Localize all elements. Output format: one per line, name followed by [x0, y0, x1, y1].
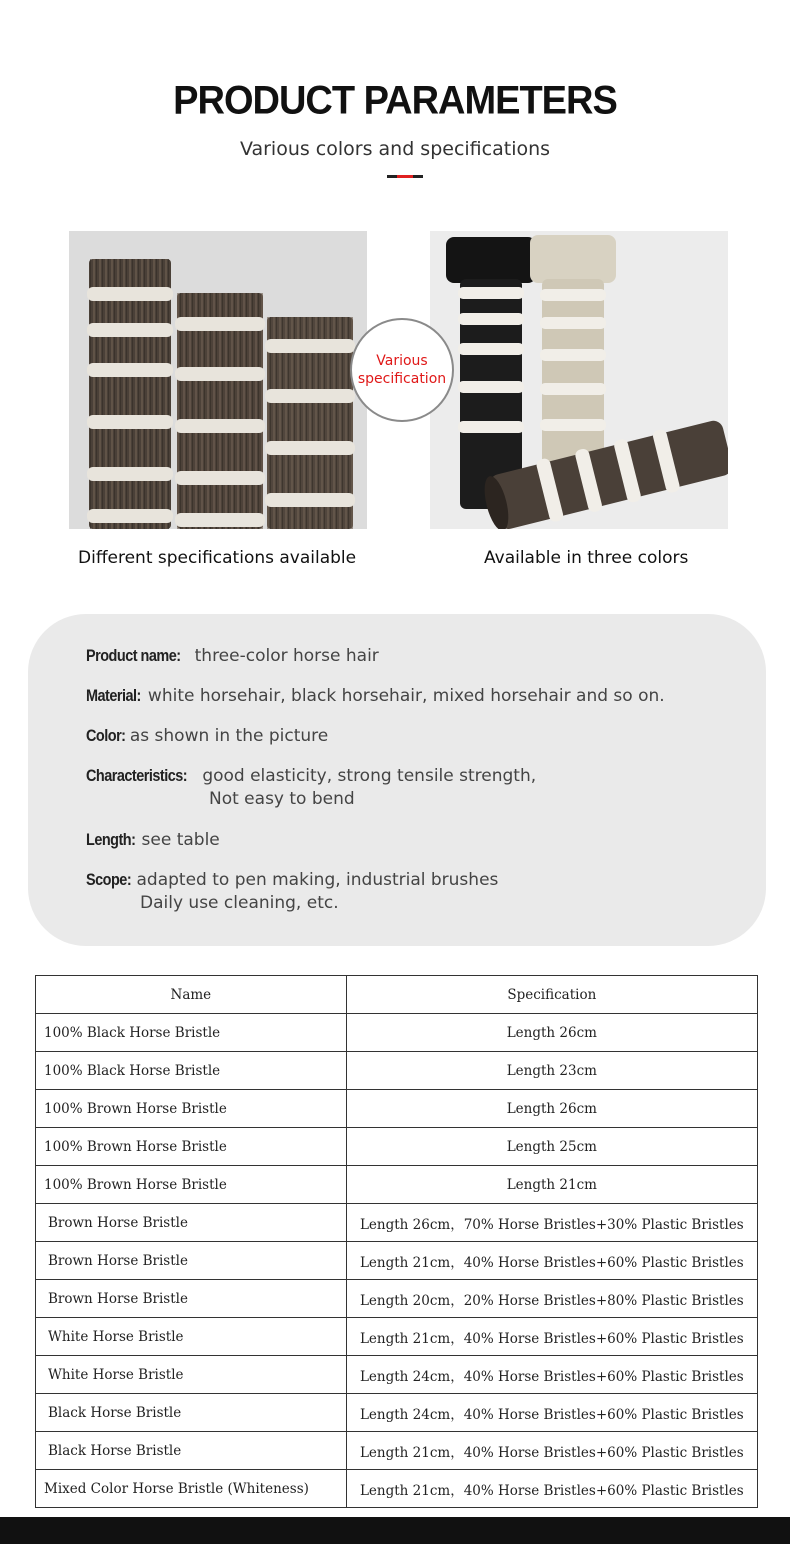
- property-value: as shown in the picture: [129, 726, 329, 746]
- cell-name: White Horse Bristle: [36, 1356, 347, 1394]
- cell-specification: Length 21cm: [346, 1166, 757, 1204]
- cell-name: 100% Brown Horse Bristle: [36, 1128, 347, 1166]
- underline-accent: [397, 175, 413, 178]
- cell-name: Mixed Color Horse Bristle (Whiteness): [36, 1470, 347, 1508]
- cell-specification: Length 21cm，40% Horse Bristles+60% Plastic Bristles: [346, 1242, 757, 1280]
- property-value-continued: Not easy to bend: [209, 789, 355, 809]
- table-row: [36, 1242, 758, 1280]
- various-specification-badge: [350, 318, 454, 422]
- page-title: PRODUCT PARAMETERS: [173, 78, 617, 124]
- property-material: [86, 686, 665, 706]
- cell-name: Black Horse Bristle: [36, 1394, 347, 1432]
- table-row: [36, 1090, 758, 1128]
- cell-name: 100% Black Horse Bristle: [36, 1014, 347, 1052]
- column-header-name: Name: [36, 976, 347, 1014]
- caption-different-specifications: Different specifications available: [78, 548, 357, 568]
- cell-name: 100% Black Horse Bristle: [36, 1052, 347, 1090]
- footer-bar: [0, 1517, 790, 1544]
- page-subtitle: Various colors and specifications: [239, 138, 551, 160]
- property-scope: [86, 870, 498, 913]
- table-row: [36, 1470, 758, 1508]
- cell-specification: Length 21cm，40% Horse Bristles+60% Plastic Bristles: [346, 1432, 757, 1470]
- cell-specification: Length 26cm: [346, 1090, 757, 1128]
- property-value: adapted to pen making, industrial brushes: [136, 870, 499, 890]
- caption-three-colors: Available in three colors: [484, 548, 689, 568]
- property-label: Length:: [86, 830, 136, 849]
- property-value: see table: [141, 830, 220, 850]
- cell-name: Black Horse Bristle: [36, 1432, 347, 1470]
- table-row: [36, 1394, 758, 1432]
- photo-bundles-specifications: [69, 231, 367, 529]
- cell-specification: Length 25cm: [346, 1128, 757, 1166]
- property-value-continued: Daily use cleaning, etc.: [140, 893, 339, 913]
- cell-specification: Length 24cm，40% Horse Bristles+60% Plastic Bristles: [346, 1356, 757, 1394]
- cell-specification: Length 21cm，40% Horse Bristles+60% Plastic Bristles: [346, 1318, 757, 1356]
- property-color: [86, 726, 328, 746]
- badge-text: Various specification: [357, 353, 447, 387]
- table-header-row: [36, 976, 758, 1014]
- cell-name: Brown Horse Bristle: [36, 1280, 347, 1318]
- title-underline: [387, 175, 423, 178]
- property-product-name: [86, 646, 379, 666]
- column-header-specification: Specification: [346, 976, 757, 1014]
- specification-table: [35, 975, 758, 1508]
- cell-specification: Length 23cm: [346, 1052, 757, 1090]
- cell-specification: Length 26cm，70% Horse Bristles+30% Plastic Bristles: [346, 1204, 757, 1242]
- property-label: Scope:: [86, 870, 132, 889]
- property-label: Product name:: [86, 646, 181, 665]
- table-row: [36, 1166, 758, 1204]
- table-row: [36, 1356, 758, 1394]
- table-row: [36, 1204, 758, 1242]
- table-row: [36, 1318, 758, 1356]
- photo-bundles-three-colors: [430, 231, 728, 529]
- cell-specification: Length 24cm，40% Horse Bristles+60% Plastic Bristles: [346, 1394, 757, 1432]
- cell-specification: Length 26cm: [346, 1014, 757, 1052]
- cell-name: 100% Brown Horse Bristle: [36, 1090, 347, 1128]
- table-row: [36, 1432, 758, 1470]
- cell-specification: Length 21cm，40% Horse Bristles+60% Plastic Bristles: [346, 1470, 757, 1508]
- cell-name: 100% Brown Horse Bristle: [36, 1166, 347, 1204]
- cell-name: Brown Horse Bristle: [36, 1204, 347, 1242]
- property-value: white horsehair, black horsehair, mixed horsehair and so on.: [147, 686, 665, 706]
- property-label: Color:: [86, 726, 126, 745]
- table-row: [36, 1128, 758, 1166]
- property-label: Material:: [86, 686, 141, 705]
- property-value: good elasticity, strong tensile strength,: [202, 766, 537, 786]
- property-label: Characteristics:: [86, 766, 188, 785]
- table-row: [36, 1052, 758, 1090]
- cell-name: Brown Horse Bristle: [36, 1242, 347, 1280]
- table-row: [36, 1014, 758, 1052]
- property-value: three-color horse hair: [194, 646, 379, 666]
- property-characteristics: [86, 766, 536, 809]
- cell-name: White Horse Bristle: [36, 1318, 347, 1356]
- property-length: [86, 830, 220, 850]
- cell-specification: Length 20cm，20% Horse Bristles+80% Plastic Bristles: [346, 1280, 757, 1318]
- table-row: [36, 1280, 758, 1318]
